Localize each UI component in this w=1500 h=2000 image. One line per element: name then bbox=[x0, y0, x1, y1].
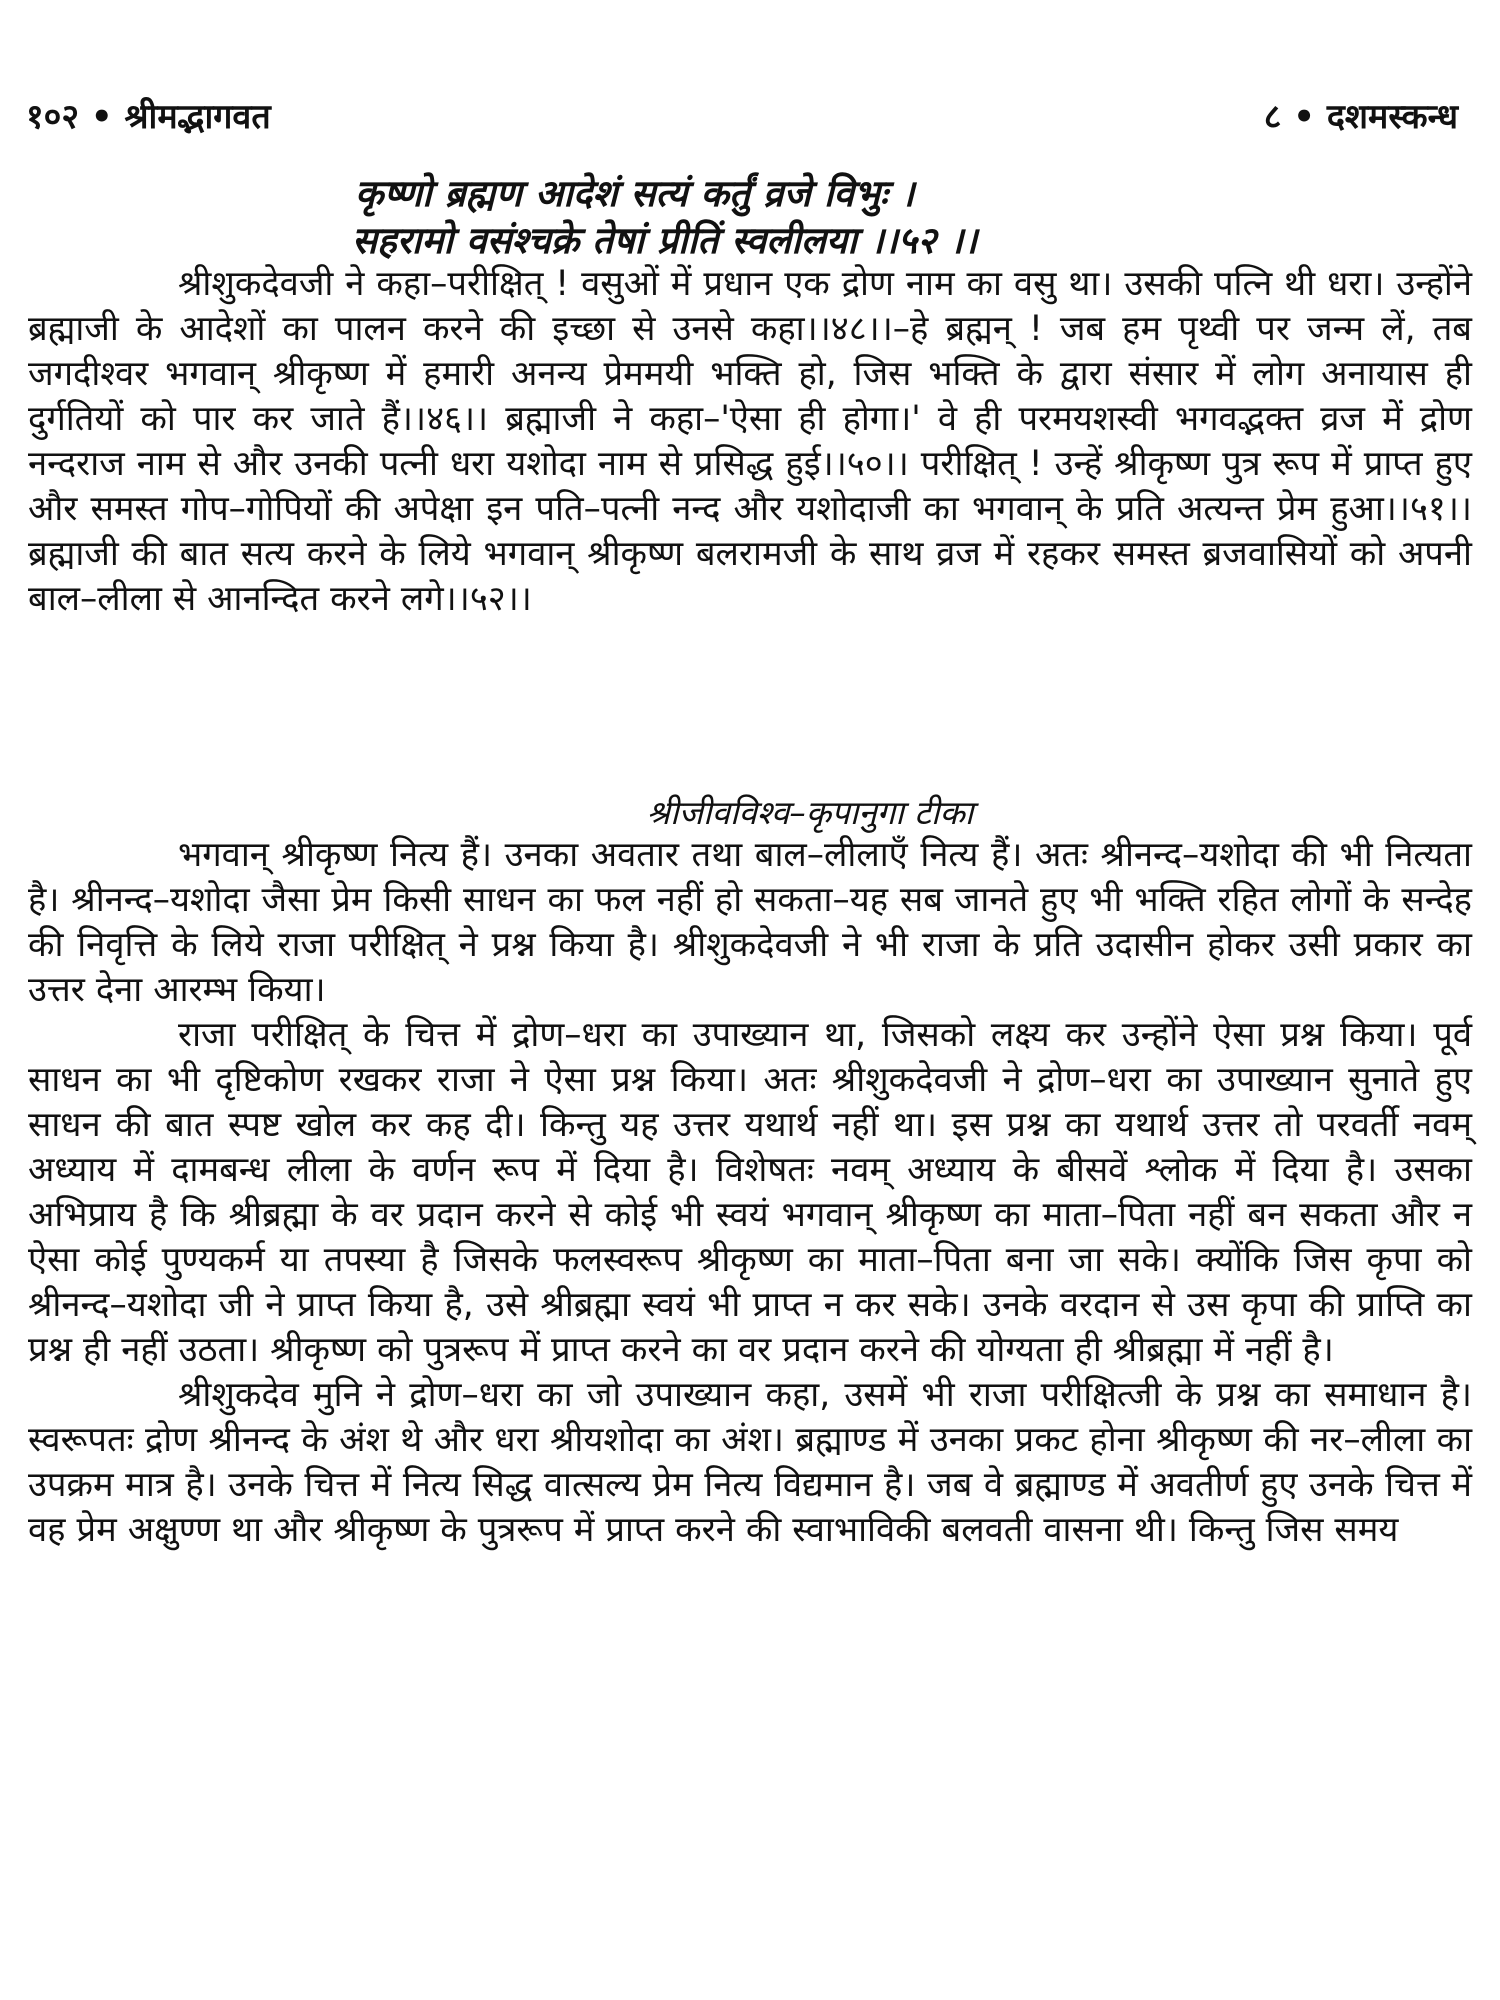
shloka-line-2: सहरामो वसंश्चक्रे तेषां प्रीतिं स्वलीलया ।।५२ ।। bbox=[352, 219, 978, 262]
tika-heading bbox=[0, 789, 1500, 834]
commentary-paragraph-2: राजा परीक्षित् के चित्त में द्रोण–धरा का उपाख्यान था, जिसको लक्ष्य कर उन्होंने ऐसा प्रश्न किया। पूर्व साधन का भी दृष्टिकोण रखकर राजा ने ऐसा प्रश्न किया। अतः श्रीशुकदेवजी ने द्रोण–धरा का उपाख्यान सुनाते हुए साधन की बात स्पष्ट खोल कर कह दी। किन्तु यह उत्तर यथार्थ नहीं था। इस प्रश्न का यथार्थ उत्तर तो परवर्ती नवम् अध्याय में दामबन्ध लीला के वर्णन रूप में दिया है। विशेषतः नवम् अध्याय के बीसवें श्लोक में दिया है। उसका अभिप्राय है कि श्रीब्रह्मा के वर प्रदान करने से कोई भी स्वयं भगवान् श्रीकृष्ण का माता–पिता नहीं बन सकता और न ऐसा कोई पुण्यकर्म या तपस्या है जिसके फलस्वरूप श्रीकृष्ण का माता–पिता बना जा सके। क्योंकि जिस कृपा को श्रीनन्द–यशोदा जी ने प्राप्त किया है, उसे श्रीब्रह्मा स्वयं भी प्राप्त न कर सके। उनके वरदान से उस कृपा की प्राप्ति का प्रश्न ही नहीं उठता। श्रीकृष्ण को पुत्ररूप में प्राप्त करने का वर प्रदान करने की योग्यता ही श्रीब्रह्मा में नहीं है। bbox=[28, 1015, 1472, 1370]
translation-paragraph: श्रीशुकदेवजी ने कहा–परीक्षित् ! वसुओं में प्रधान एक द्रोण नाम का वसु था। उसकी पत्नि थी धरा। उन्होंने ब्रह्माजी के आदेशों का पालन करने की इच्छा से उनसे कहा।।४८।।–हे ब्रह्मन् ! जब हम पृथ्वी पर जन्म लें, तब जगदीश्वर भगवान् श्रीकृष्ण में हमारी अनन्य प्रेममयी भक्ति हो, जिस भक्ति के द्वारा संसार में लोग अनायास ही दुर्गतियों को पार कर जाते हैं।।४६।। ब्रह्माजी ने कहा–'ऐसा ही होगा।' वे ही परमयशस्वी भगवद्भक्त व्रज में द्रोण नन्दराज नाम से और उनकी पत्नी धरा यशोदा नाम से प्रसिद्ध हुई।।५०।। परीक्षित् ! उन्हें श्रीकृष्ण पुत्र रूप में प्राप्त हुए और समस्त गोप–गोपियों की अपेक्षा इन पति–पत्नी नन्द और यशोदाजी का भगवान् के प्रति अत्यन्त प्रेम हुआ।।५१।। ब्रह्माजी की बात सत्य करने के लिये भगवान् श्रीकृष्ण बलरामजी के साथ व्रज में रहकर समस्त ब्रजवासियों को अपनी बाल–लीला से आनन्दित करने लगे।।५२।। bbox=[28, 264, 1472, 619]
commentary-section bbox=[28, 833, 1472, 1553]
commentary-paragraph-3: श्रीशुकदेव मुनि ने द्रोण–धरा का जो उपाख्यान कहा, उसमें भी राजा परीक्षित्जी के प्रश्न का समाधान है। स्वरूपतः द्रोण श्रीनन्द के अंश थे और धरा श्रीयशोदा का अंश। ब्रह्माण्ड में उनका प्रकट होना श्रीकृष्ण की नर–लीला का उपक्रम मात्र है। उनके चित्त में नित्य सिद्ध वात्सल्य प्रेम नित्य विद्यमान है। जब वे ब्रह्माण्ड में अवतीर्ण हुए उनके चित्त में वह प्रेम अक्षुण्ण था और श्रीकृष्ण के पुत्ररूप में प्राप्त करने की स्वाभाविकी बलवती वासना थी। किन्तु जिस समय bbox=[28, 1375, 1472, 1550]
shloka-line-1: कृष्णो ब्रह्मण आदेशं सत्यं कर्तुं व्रजे विभुः । bbox=[355, 172, 915, 215]
tika-heading-text: श्रीजीवविश्व–कृपानुगा टीका bbox=[646, 793, 974, 832]
translation-section bbox=[28, 262, 1472, 622]
commentary-paragraph-1: भगवान् श्रीकृष्ण नित्य हैं। उनका अवतार तथा बाल–लीलाएँ नित्य हैं। अतः श्रीनन्द–यशोदा की भी नित्यता है। श्रीनन्द–यशोदा जैसा प्रेम किसी साधन का फल नहीं हो सकता–यह सब जानते हुए भी भक्ति रहित लोगों के सन्देह की निवृत्ति के लिये राजा परीक्षित् ने प्रश्न किया है। श्रीशुकदेवजी ने भी राजा के प्रति उदासीन होकर उसी प्रकार का उत्तर देना आरम्भ किया। bbox=[28, 835, 1472, 1010]
running-header-right: ८ • दशमस्कन्ध bbox=[1263, 97, 1458, 137]
running-header-left: १०२ • श्रीमद्भागवत bbox=[26, 97, 271, 137]
